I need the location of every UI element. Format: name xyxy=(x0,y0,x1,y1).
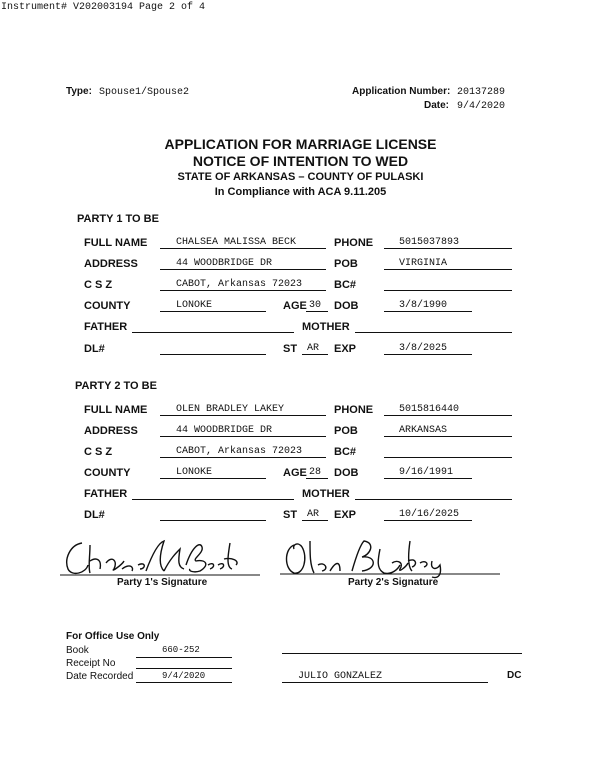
party2-full-name-label: FULL NAME xyxy=(84,404,148,416)
instrument-header: Instrument# V202003194 Page 2 of 4 xyxy=(1,2,206,13)
type-label: Type: xyxy=(66,86,92,97)
party2-dl-label: DL# xyxy=(84,509,105,521)
date-label: Date: xyxy=(424,100,450,111)
office-blank-line xyxy=(282,641,522,654)
party1-address-value: 44 WOODBRIDGE DR xyxy=(176,258,273,269)
party1-signature xyxy=(60,535,260,580)
party1-county-value: LONOKE xyxy=(176,300,213,311)
party2-father-label: FATHER xyxy=(84,488,128,500)
party2-age-label: AGE xyxy=(283,467,307,479)
title-line-1: APPLICATION FOR MARRIAGE LICENSE xyxy=(164,136,437,152)
party2-full-name-value: OLEN BRADLEY LAKEY xyxy=(176,404,285,415)
party1-pob-value: VIRGINIA xyxy=(399,258,448,269)
party2-csz-value: CABOT, Arkansas 72023 xyxy=(176,446,303,457)
party1-mother-label: MOTHER xyxy=(302,321,350,333)
party2-signature xyxy=(280,535,500,580)
party1-county-label: COUNTY xyxy=(84,300,131,312)
party1-age-label: AGE xyxy=(283,300,307,312)
party1-phone-label: PHONE xyxy=(334,237,374,249)
party1-st-value: AR xyxy=(307,343,320,354)
party2-phone-value: 5015816440 xyxy=(399,404,460,415)
party2-county-value: LONOKE xyxy=(176,467,213,478)
party2-exp-value: 10/16/2025 xyxy=(399,509,460,520)
party2-phone-label: PHONE xyxy=(334,404,374,416)
title-line-4: In Compliance with ACA 9.11.205 xyxy=(214,186,387,198)
office-heading: For Office Use Only xyxy=(66,631,160,642)
office-clerk-suffix: DC xyxy=(507,670,522,681)
date-value: 9/4/2020 xyxy=(457,101,506,112)
office-receipt-label: Receipt No xyxy=(66,658,116,669)
party1-csz-label: C S Z xyxy=(84,279,113,291)
party1-dob-value: 3/8/1990 xyxy=(399,300,448,311)
party1-st-label: ST xyxy=(283,343,298,355)
party2-bc-label: BC# xyxy=(334,446,357,458)
party2-age-value: 28 xyxy=(309,467,322,478)
title-line-3: STATE OF ARKANSAS – COUNTY OF PULASKI xyxy=(177,171,424,183)
type-value: Spouse1/Spouse2 xyxy=(99,87,190,98)
party1-heading: PARTY 1 TO BE xyxy=(77,213,159,225)
party2-address-value: 44 WOODBRIDGE DR xyxy=(176,425,273,436)
party2-address-label: ADDRESS xyxy=(84,425,138,437)
party1-father-label: FATHER xyxy=(84,321,128,333)
party1-dl-label: DL# xyxy=(84,343,105,355)
party2-county-label: COUNTY xyxy=(84,467,131,479)
app-number-value: 20137289 xyxy=(457,87,506,98)
party1-full-name-value: CHALSEA MALISSA BECK xyxy=(176,237,297,248)
office-book-value: 660-252 xyxy=(162,645,200,655)
party1-pob-label: POB xyxy=(334,258,358,270)
office-clerk-name: JULIO GONZALEZ xyxy=(298,671,383,682)
party2-heading: PARTY 2 TO BE xyxy=(75,380,157,392)
party1-exp-value: 3/8/2025 xyxy=(399,343,448,354)
party2-csz-label: C S Z xyxy=(84,446,113,458)
title-line-2: NOTICE OF INTENTION TO WED xyxy=(192,153,409,169)
party2-pob-value: ARKANSAS xyxy=(399,425,448,436)
party2-st-label: ST xyxy=(283,509,298,521)
party1-phone-value: 5015037893 xyxy=(399,237,460,248)
party1-address-label: ADDRESS xyxy=(84,258,138,270)
party2-st-value: AR xyxy=(307,509,320,520)
party2-mother-label: MOTHER xyxy=(302,488,350,500)
office-date-recorded-label: Date Recorded xyxy=(66,671,134,682)
party1-bc-label: BC# xyxy=(334,279,357,291)
party2-pob-label: POB xyxy=(334,425,358,437)
party2-dob-label: DOB xyxy=(334,467,359,479)
party1-full-name-label: FULL NAME xyxy=(84,237,148,249)
app-number-label: Application Number: xyxy=(352,86,451,97)
party1-exp-label: EXP xyxy=(334,343,357,355)
party2-exp-label: EXP xyxy=(334,509,357,521)
party2-signature-caption: Party 2's Signature xyxy=(348,577,439,588)
party1-age-value: 30 xyxy=(309,300,322,311)
party1-dob-label: DOB xyxy=(334,300,359,312)
party2-dob-value: 9/16/1991 xyxy=(399,467,454,478)
party1-csz-value: CABOT, Arkansas 72023 xyxy=(176,279,303,290)
office-date-recorded-value: 9/4/2020 xyxy=(162,671,206,681)
party1-signature-caption: Party 1's Signature xyxy=(117,577,208,588)
office-book-label: Book xyxy=(66,645,89,656)
